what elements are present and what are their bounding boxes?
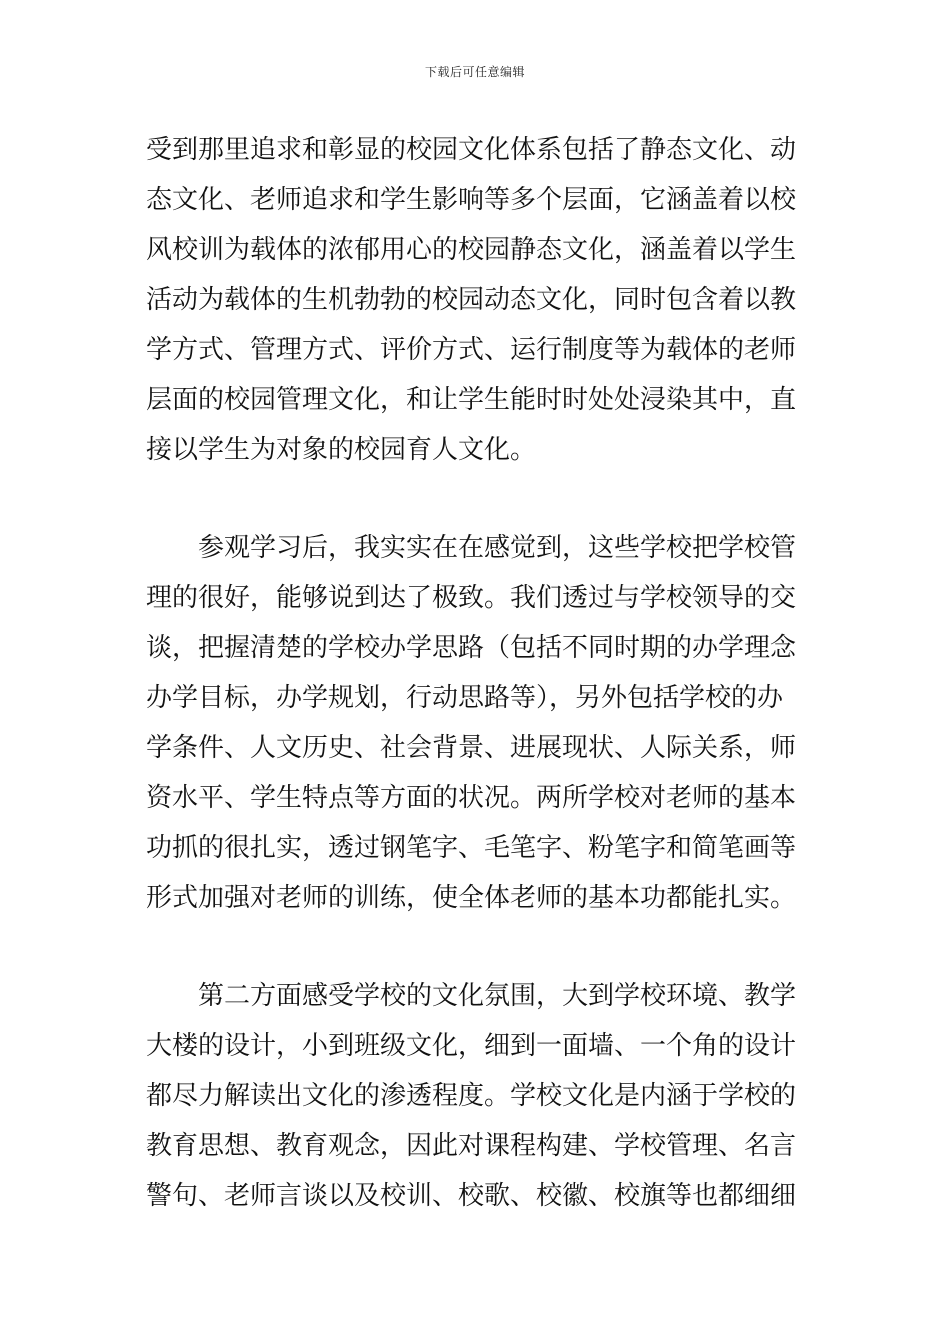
paragraph-3-line-2: 大楼的设计，小到班级文化，细到一面墙、一个角的设计 <box>146 1031 797 1061</box>
paragraph-1-line-4: 活动为载体的生机勃勃的校园动态文化，同时包含着以教 <box>146 285 797 315</box>
paragraph-3-line-4: 教育思想、教育观念，因此对课程构建、学校管理、名言 <box>146 1131 797 1161</box>
paragraph-3-line-5: 警句、老师言谈以及校训、校歌、校徽、校旗等也都细细 <box>146 1181 797 1211</box>
paragraph-1-line-7: 接以学生为对象的校园育人文化。 <box>146 435 537 465</box>
paragraph-2-line-2: 理的很好，能够说到达了极致。我们透过与学校领导的交 <box>146 583 797 613</box>
paragraph-1-line-5: 学方式、管理方式、评价方式、运行制度等为载体的老师 <box>146 335 797 365</box>
paragraph-2-line-4: 办学目标，办学规划，行动思路等），另外包括学校的办 <box>146 683 784 713</box>
paragraph-1-line-6: 层面的校园管理文化，和让学生能时时处处浸染其中，直 <box>146 385 797 415</box>
paragraph-1-line-3: 风校训为载体的浓郁用心的校园静态文化，涵盖着以学生 <box>146 235 797 265</box>
paragraph-2-line-3: 谈，把握清楚的学校办学思路（包括不同时期的办学理念 <box>146 633 797 663</box>
paragraph-2-line-8: 形式加强对老师的训练，使全体老师的基本功都能扎实。 <box>146 883 797 913</box>
paragraph-2-line-5: 学条件、人文历史、社会背景、进展现状、人际关系，师 <box>146 733 797 763</box>
header-note: 下载后可任意编辑 <box>424 65 525 79</box>
paragraph-2-line-1: 参观学习后，我实实在在感觉到，这些学校把学校管 <box>198 533 797 563</box>
paragraph-2-line-7: 功抓的很扎实，透过钢笔字、毛笔字、粉笔字和简笔画等 <box>146 833 797 863</box>
paragraph-1-line-1: 受到那里追求和彰显的校园文化体系包括了静态文化、动 <box>146 135 797 165</box>
paragraph-1-line-2: 态文化、老师追求和学生影响等多个层面，它涵盖着以校 <box>146 185 797 215</box>
paragraph-3-line-3: 都尽力解读出文化的渗透程度。学校文化是内涵于学校的 <box>146 1081 797 1111</box>
paragraph-2-line-6: 资水平、学生特点等方面的状况。两所学校对老师的基本 <box>146 783 797 813</box>
paragraph-3-line-1: 第二方面感受学校的文化氛围，大到学校环境、教学 <box>198 981 797 1011</box>
